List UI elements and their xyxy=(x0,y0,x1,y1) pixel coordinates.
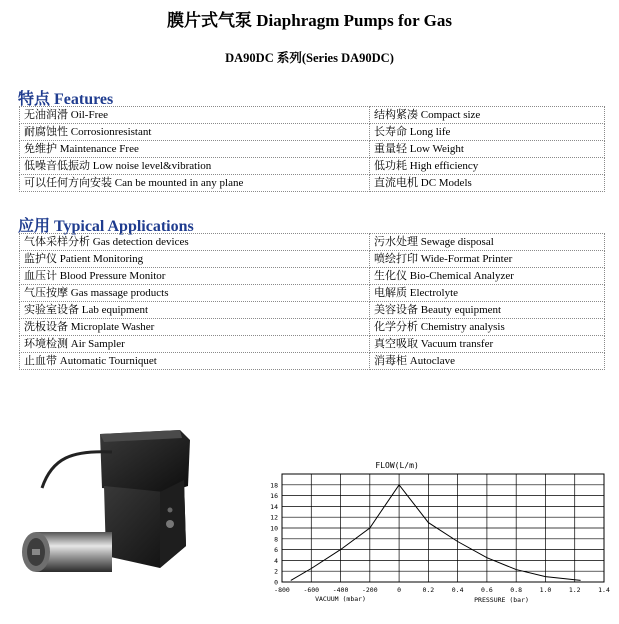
y-tick-label: 10 xyxy=(270,524,278,533)
y-tick-label: 6 xyxy=(274,546,278,555)
y-tick-label: 18 xyxy=(270,481,278,490)
application-cell: 消毒柜 Autoclave xyxy=(370,353,605,370)
features-table xyxy=(19,106,605,192)
application-row xyxy=(20,268,605,285)
application-cell: 止血带 Automatic Tourniquet xyxy=(20,353,370,370)
application-row xyxy=(20,302,605,319)
feature-cell: 低噪音低振动 Low noise level&vibration xyxy=(20,158,370,175)
features-heading: 特点 Features xyxy=(18,91,114,108)
feature-cell: 长寿命 Long life xyxy=(370,124,605,141)
y-tick-label: 14 xyxy=(270,502,278,511)
application-row xyxy=(20,319,605,336)
application-cell: 气压按摩 Gas massage products xyxy=(20,285,370,302)
x-tick-label: -800 xyxy=(274,586,290,594)
x-tick-label: 0 xyxy=(397,586,402,594)
y-tick-label: 4 xyxy=(274,556,278,565)
application-cell: 美容设备 Beauty equipment xyxy=(370,302,605,319)
application-cell: 环境检测 Air Sampler xyxy=(20,336,370,353)
application-row xyxy=(20,285,605,302)
x-tick-label: 1.0 xyxy=(539,586,552,594)
feature-row xyxy=(20,124,605,141)
feature-cell: 直流电机 DC Models xyxy=(370,175,605,192)
x-tick-label: -600 xyxy=(303,586,320,594)
y-tick-label: 2 xyxy=(274,567,278,576)
application-cell: 电解质 Electrolyte xyxy=(370,285,605,302)
x-tick-label: -400 xyxy=(332,586,349,594)
application-row xyxy=(20,353,605,370)
x-tick-label: 0.4 xyxy=(451,586,464,594)
x-tick-label: 1.4 xyxy=(598,586,610,594)
application-cell: 污水处理 Sewage disposal xyxy=(370,234,605,251)
x-tick-label: -200 xyxy=(361,586,378,594)
flow-curve xyxy=(291,485,581,581)
application-cell: 监护仪 Patient Monitoring xyxy=(20,251,370,268)
feature-row xyxy=(20,158,605,175)
flow-chart xyxy=(255,454,610,614)
feature-row xyxy=(20,141,605,158)
page-title: 膜片式气泵 Diaphragm Pumps for Gas xyxy=(167,11,452,30)
application-cell: 洗板设备 Microplate Washer xyxy=(20,319,370,336)
y-tick-label: 8 xyxy=(274,535,278,544)
application-cell: 实验室设备 Lab equipment xyxy=(20,302,370,319)
application-cell: 化学分析 Chemistry analysis xyxy=(370,319,605,336)
application-cell: 喷绘打印 Wide-Format Printer xyxy=(370,251,605,268)
chart-title: FLOW(L/m) xyxy=(375,461,419,470)
feature-cell: 结构紧凑 Compact size xyxy=(370,107,605,124)
feature-cell: 耐腐蚀性 Corrosionresistant xyxy=(20,124,370,141)
feature-cell: 低功耗 High efficiency xyxy=(370,158,605,175)
application-cell: 血压计 Blood Pressure Monitor xyxy=(20,268,370,285)
application-cell: 生化仪 Bio-Chemical Analyzer xyxy=(370,268,605,285)
application-row xyxy=(20,336,605,353)
feature-cell: 免维护 Maintenance Free xyxy=(20,141,370,158)
application-row xyxy=(20,234,605,251)
feature-row xyxy=(20,175,605,192)
x-tick-label: 0.8 xyxy=(510,586,523,594)
x-axis-label-pressure: PRESSURE (bar) xyxy=(474,596,529,604)
feature-cell: 重量轻 Low Weight xyxy=(370,141,605,158)
application-cell: 真空吸取 Vacuum transfer xyxy=(370,336,605,353)
applications-table xyxy=(19,233,605,370)
x-axis-label-vacuum: VACUUM (mbar) xyxy=(315,595,366,603)
x-tick-label: 1.2 xyxy=(568,586,581,594)
application-row xyxy=(20,251,605,268)
feature-cell: 可以任何方向安装 Can be mounted in any plane xyxy=(20,175,370,192)
y-tick-label: 16 xyxy=(270,492,278,501)
feature-row xyxy=(20,107,605,124)
feature-cell: 无油润滑 Oil-Free xyxy=(20,107,370,124)
y-tick-label: 12 xyxy=(270,513,278,522)
x-tick-label: 0.2 xyxy=(422,586,435,594)
applications-heading: 应用 Typical Applications xyxy=(18,218,194,235)
y-tick-label: 0 xyxy=(274,578,278,587)
series-subtitle: DA90DC 系列(Series DA90DC) xyxy=(225,51,394,65)
x-tick-label: 0.6 xyxy=(481,586,493,594)
application-cell: 气体采样分析 Gas detection devices xyxy=(20,234,370,251)
diaphragm-pump-image xyxy=(12,428,224,593)
